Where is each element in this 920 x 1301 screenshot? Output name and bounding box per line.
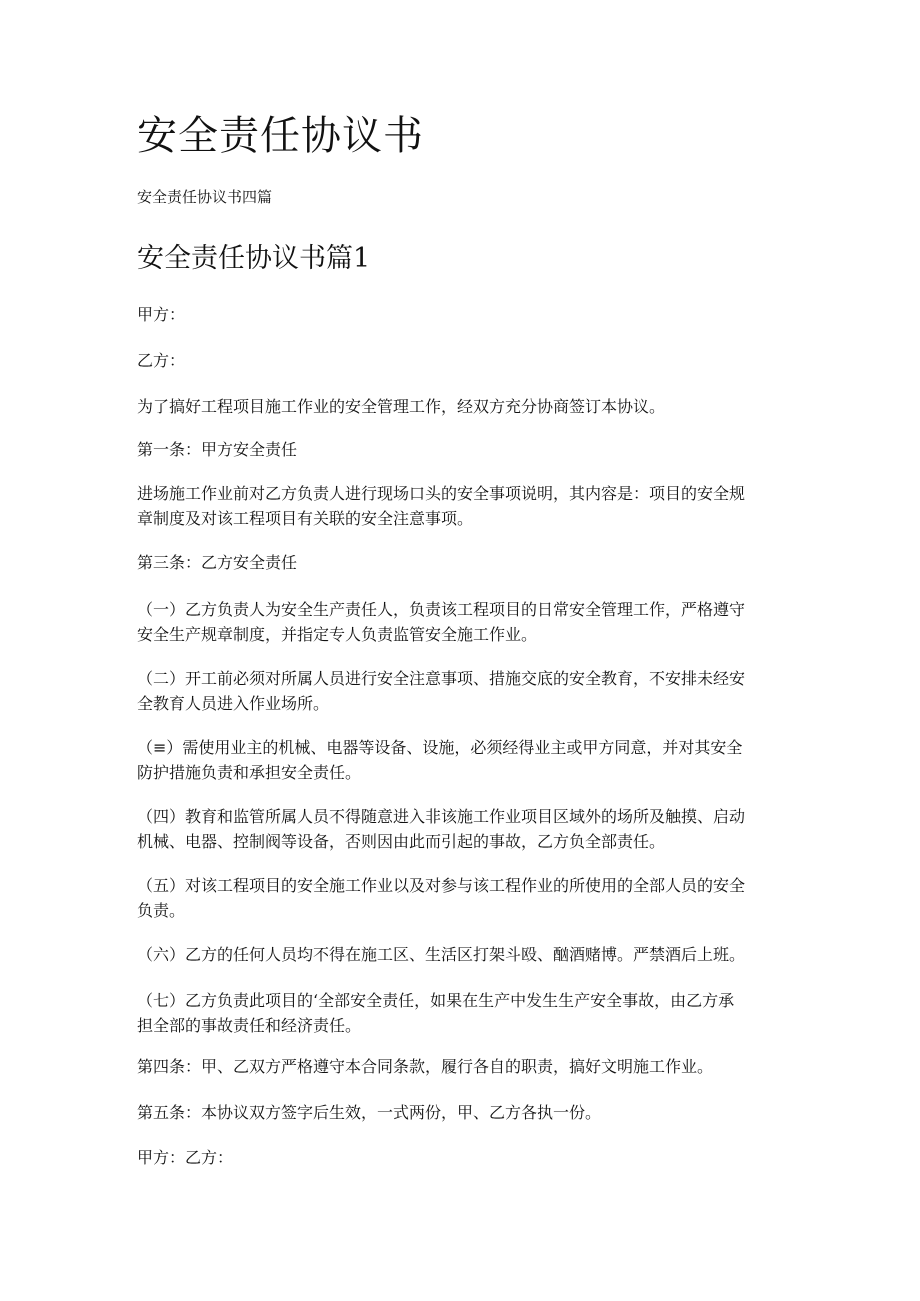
article-1-line-1: 进场施工作业前对乙方负责人进行现场口头的安全事项说明，其内容是：项目的安全规: [137, 484, 746, 503]
clause-7-line-2: 担全部的事故责任和经济责任。: [137, 1016, 362, 1035]
clause-1-line-2: 安全生产规章制度，并指定专人负责监管安全施工作业。: [137, 625, 538, 644]
clause-2-line-1: （二）开工前必须对所属人员进行安全注意事项、措施交底的安全教育，不安排未经安: [137, 669, 746, 688]
article-1-heading: 第一条：甲方安全责任: [137, 440, 298, 459]
clause-4-line-2: 机械、电器、控制阀等设备，否则因由此而引起的事故，乙方负全部责任。: [137, 832, 666, 851]
clause-5-line-2: 负责。: [137, 901, 186, 920]
article-5: 第五条：本协议双方签字后生效，一式两份，甲、乙方各执一份。: [137, 1103, 602, 1122]
document-subtitle: 安全责任协议书四篇: [137, 188, 273, 206]
clause-5-line-1: （五）对该工程项目的安全施工作业以及对参与该工程作业的所使用的全部人员的安全: [137, 876, 746, 895]
clause-7-line-1: （七）乙方负责此项目的‘全部安全责任，如果在生产中发生生产安全事故，由乙方承: [137, 991, 735, 1010]
clause-1-line-1: （一）乙方负责人为安全生产责任人，负责该工程项目的日常安全管理工作，严格遵守: [137, 600, 746, 619]
clause-6-line-1: （六）乙方的任何人员均不得在施工区、生活区打架斗殴、酗酒赌博。严禁酒后上班。: [137, 945, 746, 964]
party-b-label: 乙方：: [137, 351, 186, 370]
party-a-label: 甲方：: [137, 305, 186, 324]
article-4: 第四条：甲、乙双方严格遵守本合同条款，履行各自的职责，搞好文明施工作业。: [137, 1057, 714, 1076]
clause-2-line-2: 全教育人员进入作业场所。: [137, 694, 330, 713]
clause-3-line-2: 防护措施负责和承担安全责任。: [137, 763, 362, 782]
signature-line: 甲方：乙方：: [137, 1148, 234, 1167]
document-title: 安全责任协议书: [137, 113, 424, 159]
clause-3-line-1: （≡）需使用业主的机械、电器等设备、设施，必须经得业主或甲方同意，并对其安全: [137, 738, 743, 757]
article-3-heading: 第三条：乙方安全责任: [137, 553, 298, 572]
clause-4-line-1: （四）教育和监管所属人员不得随意进入非该施工作业项目区域外的场所及触摸、启动: [137, 807, 746, 826]
intro-paragraph: 为了搞好工程项目施工作业的安全管理工作，经双方充分协商签订本协议。: [137, 397, 666, 416]
article-1-line-2: 章制度及对该工程项目有关联的安全注意事项。: [137, 509, 474, 528]
section-title: 安全责任协议书篇1: [137, 243, 371, 274]
